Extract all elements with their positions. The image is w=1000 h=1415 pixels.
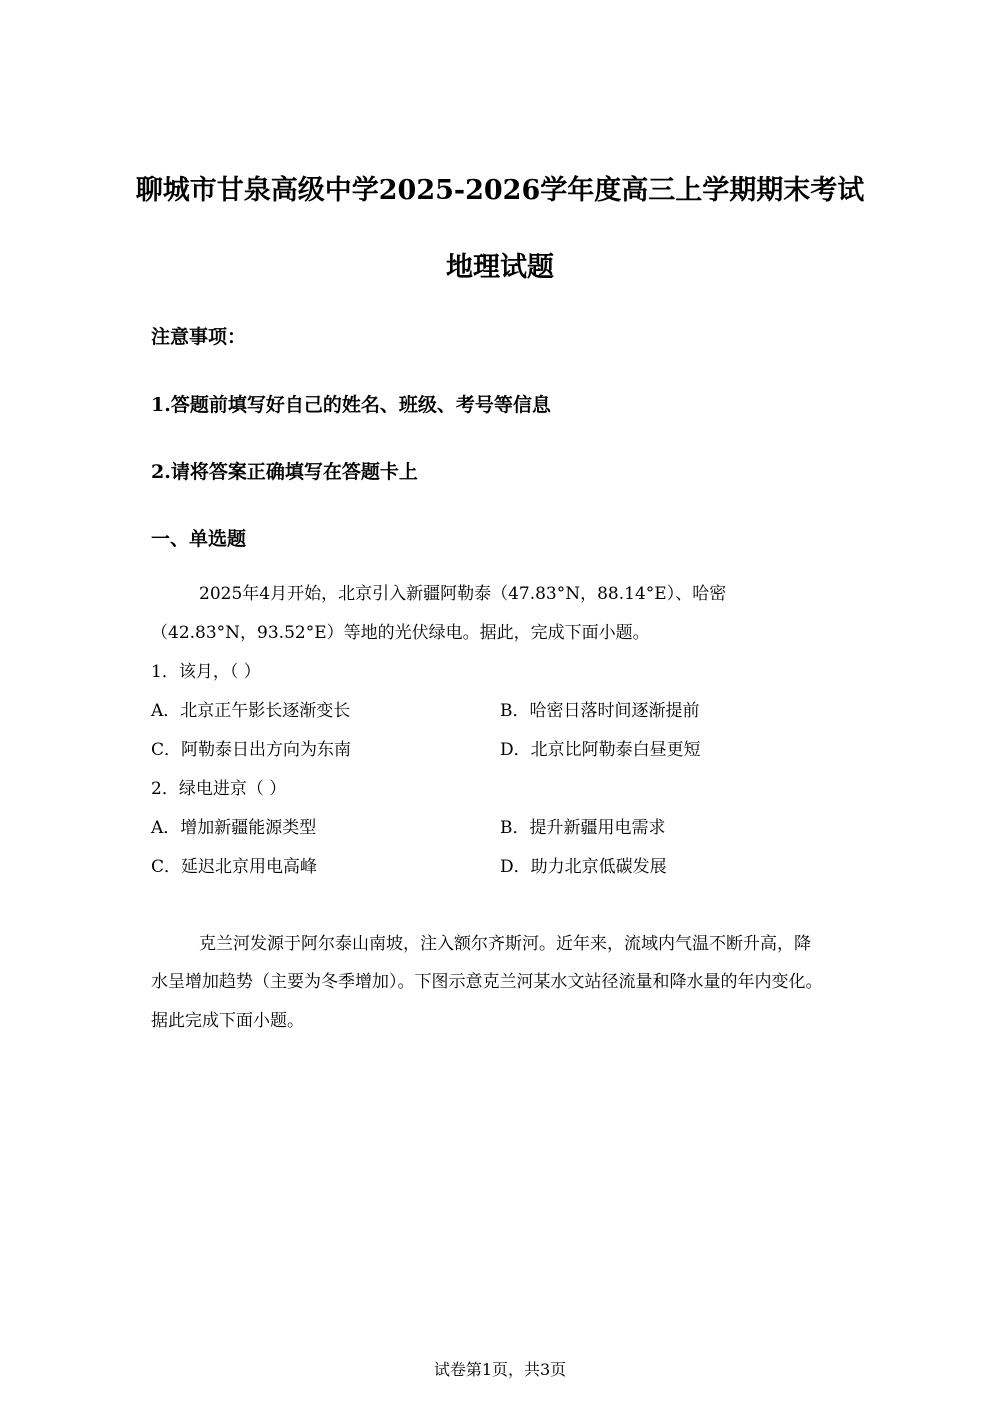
page-footer: 试卷第1页，共3页 [433,1360,567,1379]
notice-item-1: 1.答题前填写好自己的姓名、班级、考号等信息 [151,394,551,416]
question-1-option-b[interactable]: B．哈密日落时间逐渐提前 [500,701,700,721]
question-2-option-c[interactable]: C．延迟北京用电高峰 [151,857,318,877]
notice-heading: 注意事项： [151,326,247,348]
passage-2-line-2: 水呈增加趋势（主要为冬季增加）。下图示意克兰河某水文站径流量和降水量的年内变化。 [151,972,823,992]
question-1-option-a[interactable]: A．北京正午影长逐渐变长 [151,701,351,721]
question-1-option-c[interactable]: C．阿勒泰日出方向为东南 [151,740,352,760]
exam-title: 聊城市甘泉高级中学2025-2026学年度高三上学期期末考试 [135,175,865,206]
question-2-stem: 2．绿电进京（ ） [151,779,287,799]
question-2-option-b[interactable]: B．提升新疆用电需求 [500,818,666,838]
question-2-option-d[interactable]: D．助力北京低碳发展 [500,857,667,877]
question-2-option-a[interactable]: A．增加新疆能源类型 [151,818,317,838]
passage-2-line-3: 据此完成下面小题。 [151,1011,304,1031]
section-heading: 一、单选题 [151,528,247,550]
question-1-option-d[interactable]: D．北京比阿勒泰白昼更短 [500,740,701,760]
passage-2-line-1: 克兰河发源于阿尔泰山南坡，注入额尔齐斯河。近年来，流域内气温不断升高，降 [199,934,811,954]
question-1-stem: 1．该月，（ ） [151,662,261,682]
exam-subject-title: 地理试题 [446,252,554,283]
passage-1-line-1: 2025年4月开始，北京引入新疆阿勒泰（47.83°N，88.14°E）、哈密 [199,584,727,604]
notice-item-2: 2.请将答案正确填写在答题卡上 [151,461,418,483]
passage-1-line-2: （42.83°N，93.52°E）等地的光伏绿电。据此，完成下面小题。 [151,623,650,643]
